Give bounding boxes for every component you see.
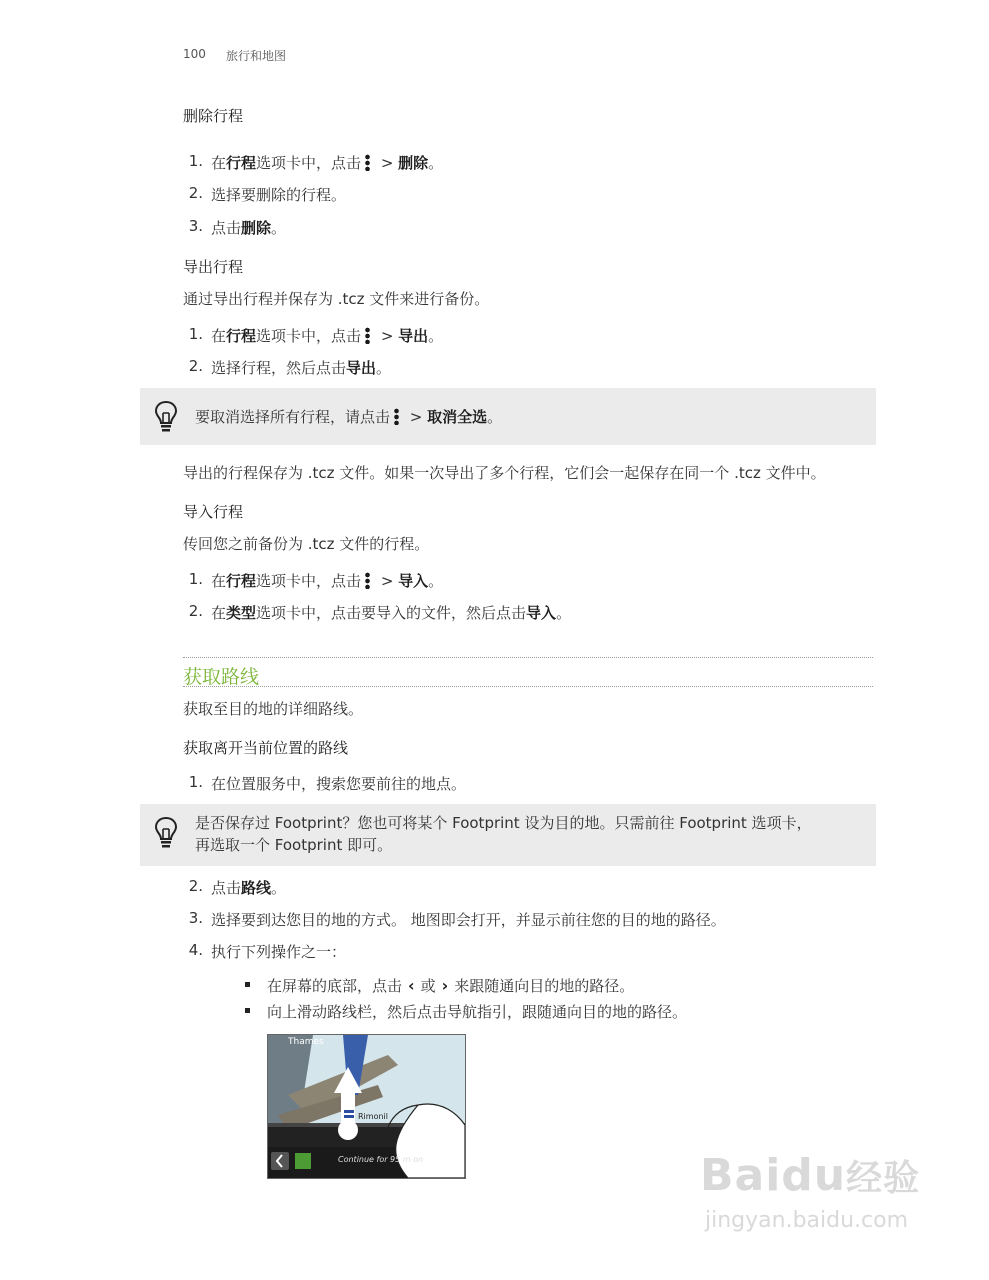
navigation-screenshot (267, 1034, 466, 1179)
export-trip-heading: 导出行程 (183, 258, 244, 276)
watermark-url: jingyan.baidu.com (705, 1208, 909, 1233)
tip-box-deselect: 要取消选择所有行程，请点击 > 取消全选。 (140, 388, 876, 445)
section-divider-top (183, 657, 873, 658)
delete-step-2: 2. 选择要删除的行程。 (188, 184, 347, 204)
route-sub-heading: 获取离开当前位置的路线 (183, 739, 349, 757)
more-vertical-icon (394, 408, 399, 425)
route-step-3: 3. 选择要到达您目的地的方式。 地图即会打开，并显示前往您的目的地的路径。 (188, 909, 726, 929)
delete-trip-heading: 删除行程 (183, 107, 244, 125)
import-step-2: 2. 在类型选项卡中，点击要导入的文件，然后点击导入。 (188, 602, 572, 622)
delete-step-3: 3. 点击删除。 (188, 217, 287, 237)
route-step-2: 2. 点击路线。 (188, 877, 287, 897)
more-vertical-icon (365, 572, 370, 589)
lightbulb-icon (154, 400, 178, 434)
import-trip-heading: 导入行程 (183, 503, 244, 521)
route-step-4: 4. 执行下列操作之一： (188, 941, 347, 961)
section-title: 获取路线 (183, 666, 260, 688)
section-divider-bottom (183, 686, 873, 687)
chevron-left-icon: ‹ (408, 976, 415, 995)
import-intro: 传回您之前备份为 .tcz 文件的行程。 (183, 535, 430, 553)
watermark-logo: Baidu经验 (700, 1150, 921, 1201)
tip-box-footprint (140, 804, 876, 866)
more-vertical-icon (365, 154, 370, 171)
export-step-1: 1. 在行程选项卡中，点击 > 导出。 (188, 325, 444, 345)
tip-line-1: 是否保存过 Footprint？您也可将某个 Footprint 设为目的地。只需前往 Footprint 选项卡， (195, 814, 812, 832)
route-step-1: 1. 在位置服务中，搜索您要前往的地点。 (188, 773, 467, 793)
tip-line-2: 再选取一个 Footprint 即可。 (195, 836, 393, 854)
chevron-right-icon: › (441, 976, 449, 995)
export-intro: 通过导出行程并保存为 .tcz 文件来进行备份。 (183, 290, 490, 308)
import-step-1: 1. 在行程选项卡中，点击 > 导入。 (188, 570, 444, 590)
export-step-2: 2. 选择行程，然后点击导出。 (188, 357, 392, 377)
delete-step-1: 1. 在行程选项卡中，点击 > 删除。 (188, 152, 444, 172)
bullet-item-1: 在屏幕的底部，点击 ‹ 或 › 来跟随通向目的地的路径。 (245, 975, 805, 995)
route-intro: 获取至目的地的详细路线。 (183, 700, 364, 718)
lightbulb-icon (154, 816, 178, 850)
bullet-item-2: 向上滑动路线栏，然后点击导航指引，跟随通向目的地的路径。 (245, 1001, 805, 1021)
export-note: 导出的行程保存为 .tcz 文件。如果一次导出了多个行程，它们会一起保存在同一个 .tcz 文件中。 (183, 464, 826, 482)
more-vertical-icon (365, 327, 370, 344)
map-label: Thames (288, 1037, 324, 1047)
page-number: 100 (183, 47, 206, 61)
street-label: Rimonil (358, 1112, 388, 1121)
chapter-title: 旅行和地图 (226, 49, 287, 63)
route-instruction: Continue for 95 m on (338, 1155, 424, 1164)
